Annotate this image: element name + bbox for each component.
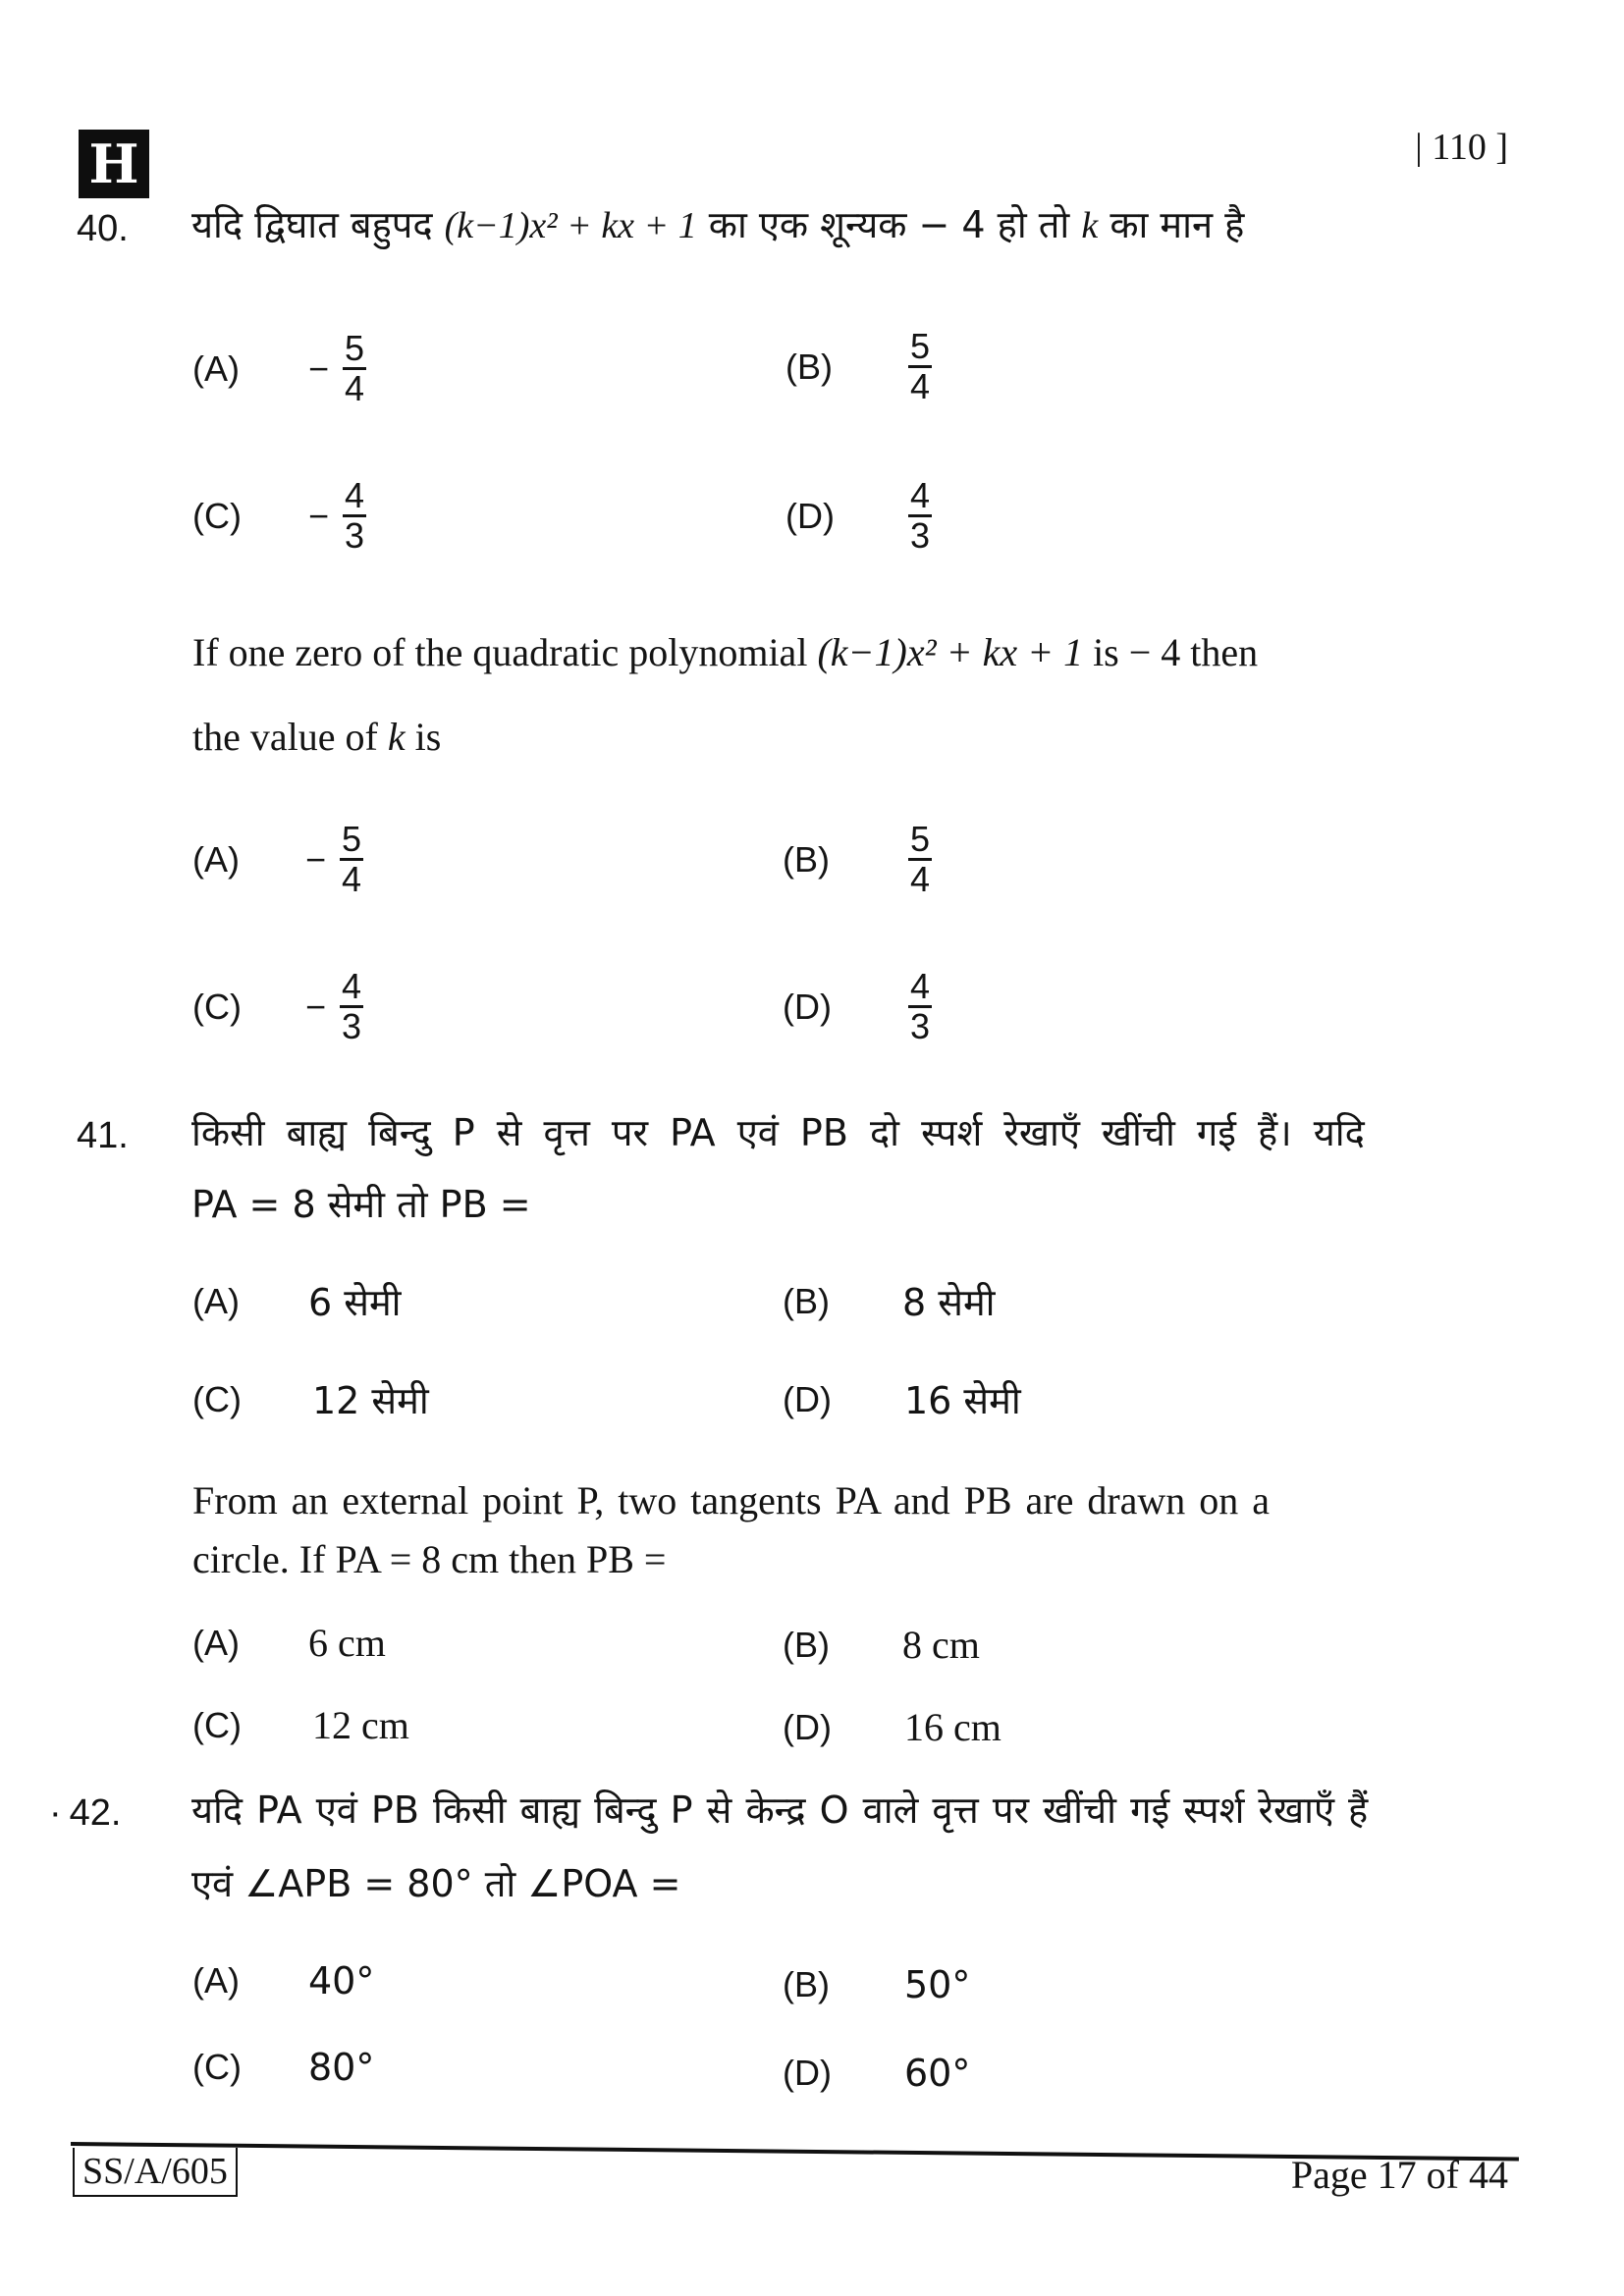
q41-hindi-stem-line1: किसी बाह्य बिन्दु P से वृत्त पर PA एवं PB दो स्पर्श रेखाएँ खींची गई हैं। यदि bbox=[191, 1111, 1365, 1154]
fraction bbox=[340, 968, 363, 1045]
option-label: (B) bbox=[783, 1281, 830, 1321]
option-label: (A) bbox=[192, 1281, 240, 1321]
q40-hindi-expr: (k−1)x² + kx + 1 bbox=[444, 205, 697, 246]
denominator: 3 bbox=[910, 515, 931, 556]
page-number: Page 17 of 44 bbox=[1290, 2153, 1508, 2197]
numerator: 5 bbox=[910, 326, 931, 366]
q40-english-text: the value of bbox=[192, 715, 388, 759]
denominator: 3 bbox=[910, 1006, 931, 1046]
q41-hindi-option-d[interactable] bbox=[783, 1374, 1021, 1425]
minus-sign: − bbox=[308, 347, 330, 389]
q42-option-c[interactable] bbox=[192, 2046, 374, 2089]
q42-hindi-stem-line2: एवं ∠APB = 80° तो ∠POA = bbox=[191, 1862, 681, 1905]
option-value: 8 cm bbox=[902, 1623, 980, 1667]
option-label: (B) bbox=[783, 838, 830, 880]
q40-english-option-c[interactable] bbox=[192, 968, 363, 1045]
question-number-label: 42. bbox=[69, 1792, 122, 1834]
option-value: 6 cm bbox=[308, 1621, 386, 1665]
q40-english-var: k bbox=[387, 715, 406, 759]
q41-english-option-d[interactable] bbox=[783, 1704, 1001, 1750]
q42-hindi-stem-line1: यदि PA एवं PB किसी बाह्य बिन्दु P से केन्द्र O वाले वृत्त पर खींची गई स्पर्श रेखाएँ हैं bbox=[191, 1789, 1369, 1832]
numerator: 4 bbox=[910, 475, 931, 515]
q40-english-option-d[interactable] bbox=[783, 968, 932, 1045]
option-value: 40° bbox=[308, 1959, 375, 2002]
denominator: 4 bbox=[342, 859, 362, 899]
option-value: 8 सेमी bbox=[902, 1281, 996, 1324]
option-label: (A) bbox=[192, 347, 240, 389]
q40-hindi-option-d[interactable] bbox=[785, 477, 932, 555]
fraction bbox=[908, 477, 932, 555]
denominator: 4 bbox=[910, 366, 931, 406]
option-label: (B) bbox=[783, 1964, 830, 2004]
option-label: (A) bbox=[192, 1622, 240, 1663]
minus-sign: − bbox=[305, 838, 327, 880]
minus-sign: − bbox=[305, 986, 327, 1027]
option-value: 50° bbox=[904, 1963, 971, 2006]
margin-dot: · bbox=[49, 1792, 62, 1834]
option-label: (D) bbox=[783, 2053, 832, 2093]
question-number-41: 41. bbox=[77, 1115, 129, 1156]
q42-option-b[interactable] bbox=[783, 1963, 970, 2006]
fraction bbox=[908, 968, 932, 1045]
option-label: (D) bbox=[785, 495, 835, 536]
q40-hindi-option-c[interactable] bbox=[192, 477, 366, 555]
option-label: (B) bbox=[783, 1624, 830, 1665]
q41-english-stem-line2: circle. If PA = 8 cm then PB = bbox=[192, 1537, 667, 1581]
q40-english-option-b[interactable] bbox=[783, 821, 932, 898]
q40-english-stem-line1 bbox=[192, 624, 1258, 681]
q40-hindi-option-b[interactable] bbox=[785, 328, 932, 405]
option-label: (D) bbox=[783, 1706, 832, 1747]
denominator: 4 bbox=[910, 859, 931, 899]
q40-english-expr: (k−1)x² + kx + 1 bbox=[817, 630, 1084, 674]
numerator: 5 bbox=[345, 328, 365, 368]
denominator: 3 bbox=[345, 515, 365, 556]
q41-hindi-stem-line2: PA = 8 सेमी तो PB = bbox=[191, 1183, 531, 1226]
q40-hindi-stem bbox=[191, 196, 1244, 254]
q41-hindi-option-b[interactable] bbox=[783, 1276, 996, 1327]
option-value: 80° bbox=[308, 2046, 375, 2089]
q40-hindi-var: k bbox=[1081, 205, 1099, 246]
fraction bbox=[908, 821, 932, 898]
q40-english-option-a[interactable] bbox=[192, 821, 363, 898]
q40-english-text-after: is − 4 then bbox=[1083, 630, 1259, 674]
denominator: 4 bbox=[345, 368, 365, 408]
option-label: (C) bbox=[192, 986, 242, 1027]
fraction bbox=[908, 328, 932, 405]
q40-hindi-option-a[interactable] bbox=[192, 330, 366, 407]
option-label: (B) bbox=[785, 346, 833, 387]
fraction bbox=[343, 330, 366, 407]
q40-english-text-after: is bbox=[405, 715, 442, 759]
q41-english-option-b[interactable] bbox=[783, 1622, 980, 1668]
fraction bbox=[343, 477, 366, 555]
option-label: (D) bbox=[783, 1379, 832, 1419]
q40-hindi-text-before: यदि द्विघात बहुपद bbox=[191, 203, 445, 246]
q40-hindi-text-end: का मान है bbox=[1098, 203, 1245, 246]
option-value: 60° bbox=[904, 2052, 971, 2095]
option-value: 12 cm bbox=[312, 1703, 409, 1747]
q41-english-stem-line1: From an external point P, two tangents PA and PB are drawn on a bbox=[192, 1478, 1271, 1522]
q40-hindi-text-after: का एक शून्यक − 4 हो तो bbox=[696, 203, 1082, 246]
numerator: 4 bbox=[345, 475, 365, 515]
numerator: 4 bbox=[910, 966, 931, 1006]
numerator: 4 bbox=[342, 966, 362, 1006]
minus-sign: − bbox=[308, 495, 330, 536]
denominator: 3 bbox=[342, 1006, 362, 1046]
option-label: (C) bbox=[192, 495, 242, 536]
q42-option-d[interactable] bbox=[783, 2052, 970, 2095]
numerator: 5 bbox=[910, 819, 931, 859]
option-label: (C) bbox=[192, 1379, 242, 1419]
q41-hindi-option-a[interactable] bbox=[192, 1276, 402, 1327]
fraction bbox=[340, 821, 363, 898]
option-label: (C) bbox=[192, 1704, 242, 1745]
paper-code: SS/A/605 bbox=[73, 2148, 238, 2197]
set-badge-h: H bbox=[79, 130, 149, 198]
q41-hindi-option-c[interactable] bbox=[192, 1374, 429, 1425]
question-number-40: 40. bbox=[77, 208, 129, 249]
option-value: 16 cm bbox=[904, 1705, 1001, 1749]
option-label: (D) bbox=[783, 986, 832, 1027]
q40-english-stem-line2 bbox=[192, 709, 441, 766]
q40-english-text: If one zero of the quadratic polynomial bbox=[192, 630, 818, 674]
q41-english-option-c[interactable] bbox=[192, 1702, 409, 1748]
q42-option-a[interactable] bbox=[192, 1959, 374, 2002]
page-code: | 110 ] bbox=[1415, 127, 1508, 168]
question-number-42 bbox=[49, 1792, 121, 1835]
option-value: 16 सेमी bbox=[904, 1379, 1021, 1422]
option-value: 12 सेमी bbox=[312, 1379, 429, 1422]
option-label: (A) bbox=[192, 838, 240, 880]
option-value: 6 सेमी bbox=[308, 1281, 402, 1324]
option-label: (C) bbox=[192, 2047, 242, 2087]
q41-english-option-a[interactable] bbox=[192, 1620, 386, 1666]
numerator: 5 bbox=[342, 819, 362, 859]
option-label: (A) bbox=[192, 1960, 240, 2001]
